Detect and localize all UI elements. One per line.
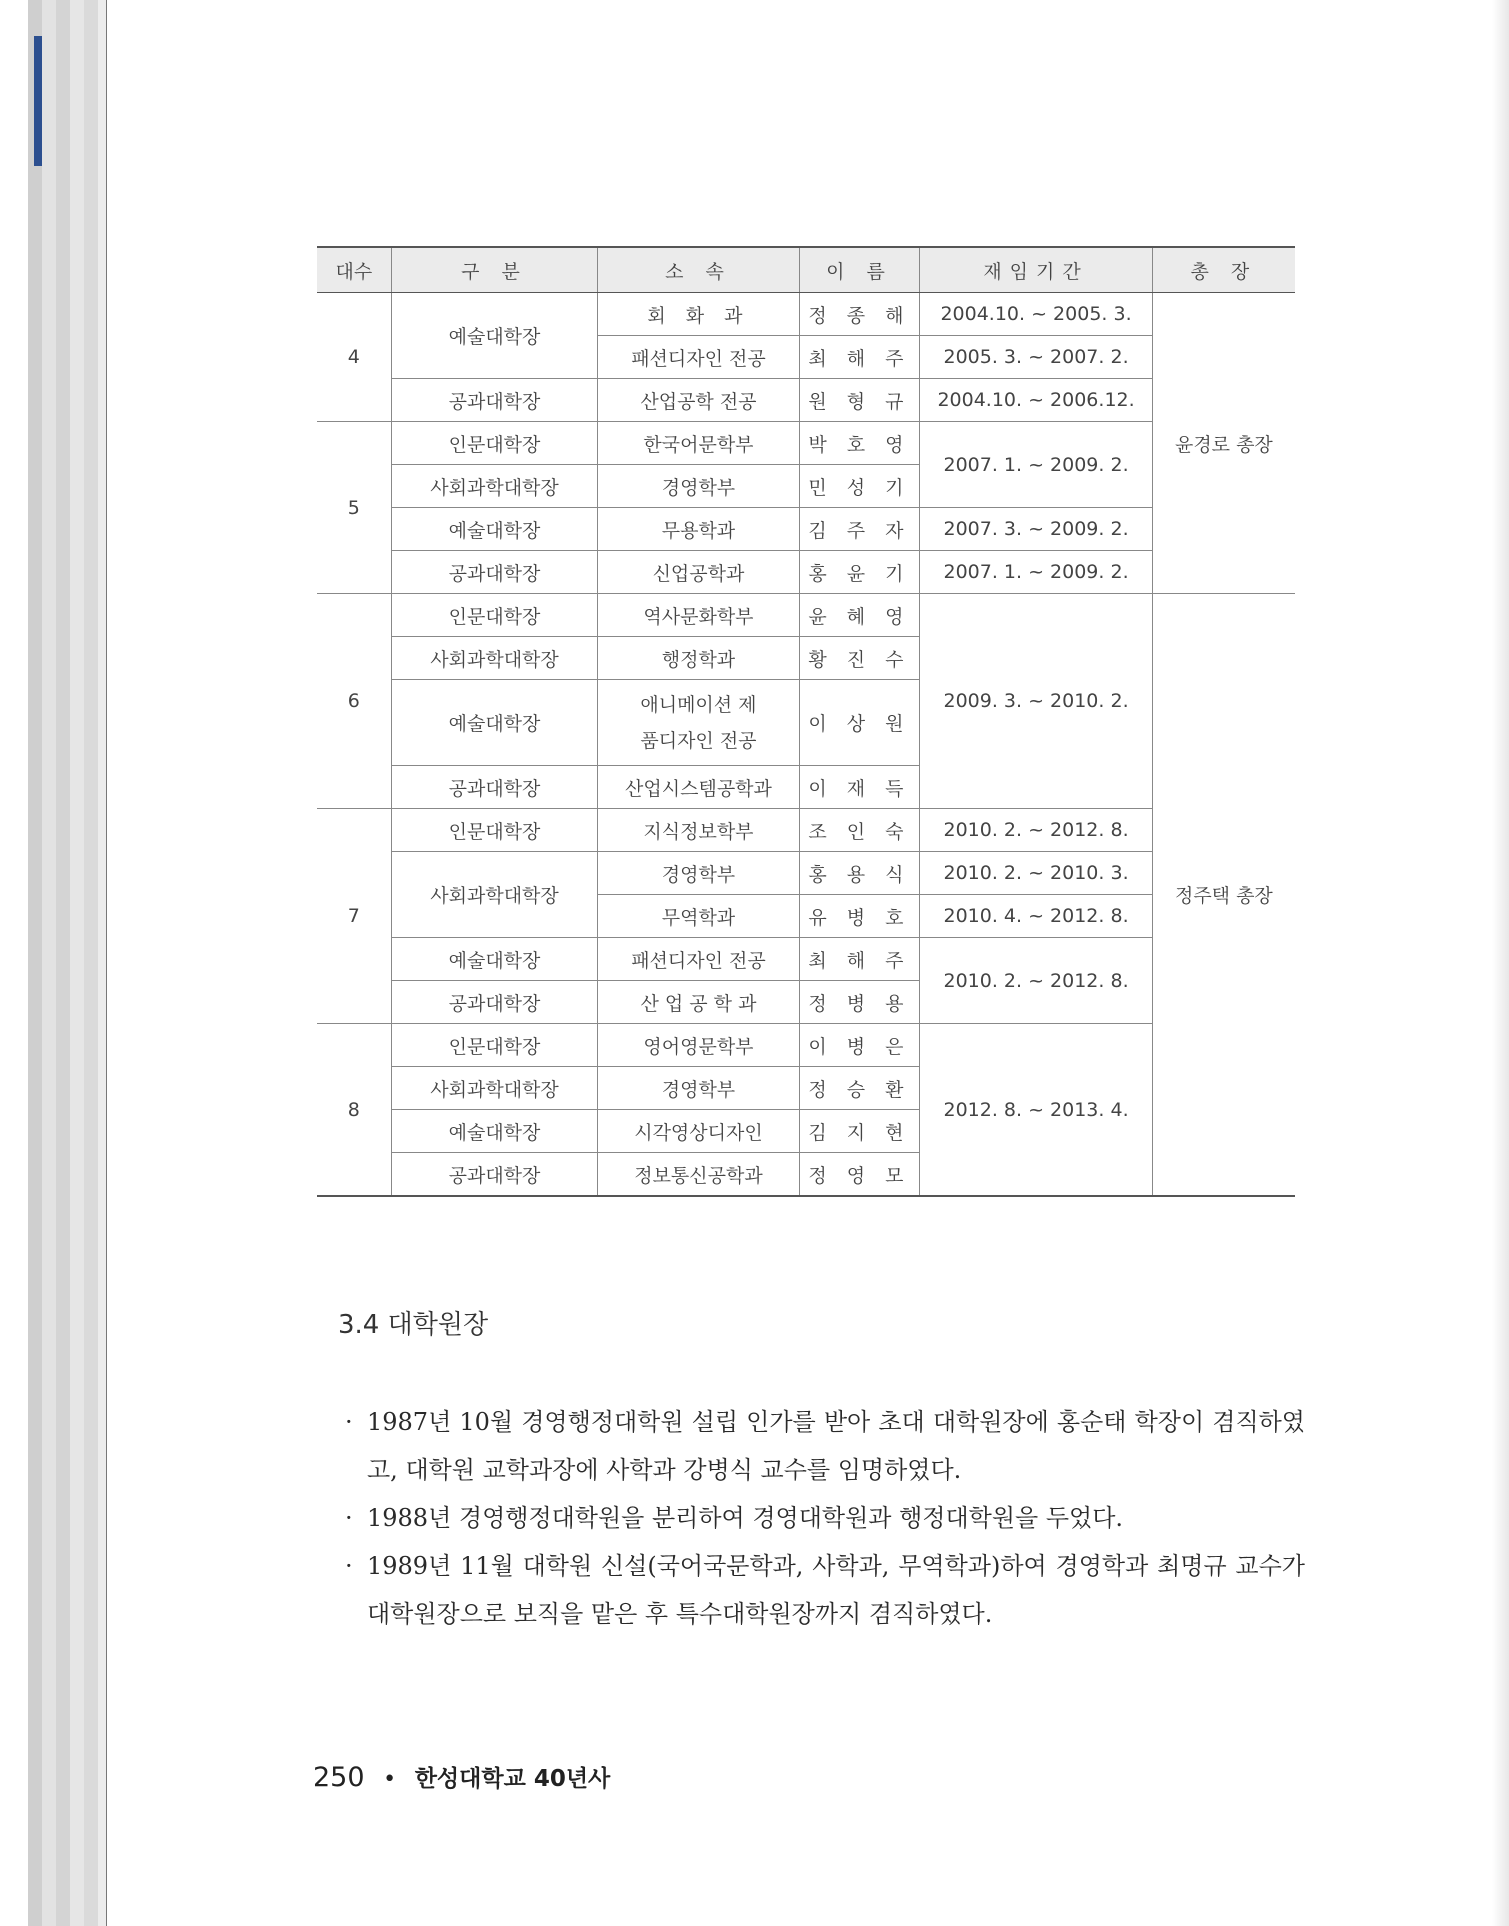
bullet-list	[345, 1398, 1305, 1638]
footer-separator: •	[383, 1767, 397, 1792]
page-shadow	[1492, 0, 1509, 1926]
department-cell: 산업시스템공학과	[598, 766, 799, 809]
division-cell: 사회과학대학장	[391, 852, 598, 938]
department-cell: 회 화 과	[598, 293, 799, 336]
department-cell: 영어영문학부	[598, 1024, 799, 1067]
bullet-item: · 1988년 경영행정대학원을 분리하여 경영대학원과 행정대학원을 두었다.	[345, 1494, 1305, 1542]
department-cell: 패션디자인 전공	[598, 938, 799, 981]
book-title: 한성대학교 40년사	[414, 1766, 611, 1792]
department-cell: 산업공학 전공	[598, 379, 799, 422]
period-cell: 2007. 1. ~ 2009. 2.	[920, 551, 1152, 594]
table-row	[317, 551, 1295, 594]
name-cell: 정 종 해	[799, 293, 920, 336]
table-header-row	[317, 247, 1295, 293]
department-cell: 산 업 공 학 과	[598, 981, 799, 1024]
name-cell: 박 호 영	[799, 422, 920, 465]
period-cell: 2010. 2. ~ 2012. 8.	[920, 809, 1152, 852]
term-cell: 5	[317, 422, 391, 594]
department-cell: 무역학과	[598, 895, 799, 938]
period-cell: 2004.10. ~ 2005. 3.	[920, 293, 1152, 336]
term-cell: 8	[317, 1024, 391, 1197]
table-row	[317, 594, 1295, 637]
division-cell: 예술대학장	[391, 293, 598, 379]
name-cell: 이 상 원	[799, 680, 920, 766]
page-edge	[28, 0, 43, 1926]
department-cell: 경영학부	[598, 1067, 799, 1110]
period-cell: 2012. 8. ~ 2013. 4.	[920, 1024, 1152, 1197]
table-row	[317, 938, 1295, 981]
department-cell: 패션디자인 전공	[598, 336, 799, 379]
name-cell: 유 병 호	[799, 895, 920, 938]
page-edge	[70, 0, 85, 1926]
period-cell: 2007. 1. ~ 2009. 2.	[920, 422, 1152, 508]
division-cell: 예술대학장	[391, 1110, 598, 1153]
page-footer	[313, 1760, 610, 1793]
period-cell: 2010. 2. ~ 2010. 3.	[920, 852, 1152, 895]
president-cell: 정주택 총장	[1152, 594, 1295, 1197]
page-edge	[42, 0, 57, 1926]
bullet-item: · 1989년 11월 대학원 신설(국어국문학과, 사학과, 무역학과)하여 경영학과 최명규 교수가 대학원장으로 보직을 맡은 후 특수대학원장까지 겸직하였다.	[345, 1542, 1305, 1638]
department-cell: 신업공학과	[598, 551, 799, 594]
division-cell: 인문대학장	[391, 1024, 598, 1067]
term-cell: 4	[317, 293, 391, 422]
period-cell: 2004.10. ~ 2006.12.	[920, 379, 1152, 422]
col-header: 재임기간	[920, 247, 1152, 293]
name-cell: 정 승 환	[799, 1067, 920, 1110]
name-cell: 황 진 수	[799, 637, 920, 680]
term-cell: 7	[317, 809, 391, 1024]
name-cell: 원 형 규	[799, 379, 920, 422]
department-cell: 한국어문학부	[598, 422, 799, 465]
division-cell: 인문대학장	[391, 594, 598, 637]
name-cell: 조 인 숙	[799, 809, 920, 852]
col-header: 총 장	[1152, 247, 1295, 293]
division-cell: 공과대학장	[391, 379, 598, 422]
department-cell: 경영학부	[598, 852, 799, 895]
period-cell: 2010. 4. ~ 2012. 8.	[920, 895, 1152, 938]
name-cell: 최 해 주	[799, 938, 920, 981]
division-cell: 공과대학장	[391, 1153, 598, 1197]
name-cell: 정 병 용	[799, 981, 920, 1024]
name-cell: 김 지 현	[799, 1110, 920, 1153]
table-row	[317, 379, 1295, 422]
department-cell: 시각영상디자인	[598, 1110, 799, 1153]
department-cell: 행정학과	[598, 637, 799, 680]
book-edge-stack	[28, 0, 108, 1926]
deans-table	[317, 246, 1295, 1197]
division-cell: 예술대학장	[391, 680, 598, 766]
bullet-item: · 1987년 10월 경영행정대학원 설립 인가를 받아 초대 대학원장에 홍순태 학장이 겸직하였고, 대학원 교학과장에 사학과 강병식 교수를 임명하였다.	[345, 1398, 1305, 1494]
table-row	[317, 422, 1295, 465]
division-cell: 사회과학대학장	[391, 637, 598, 680]
table-row	[317, 852, 1295, 895]
name-cell: 민 성 기	[799, 465, 920, 508]
department-cell: 역사문화학부	[598, 594, 799, 637]
department-cell: 애니메이션 제품디자인 전공	[598, 680, 799, 766]
name-cell: 홍 윤 기	[799, 551, 920, 594]
page-edge	[84, 0, 99, 1926]
name-cell: 윤 혜 영	[799, 594, 920, 637]
division-cell: 인문대학장	[391, 809, 598, 852]
table-row	[317, 1024, 1295, 1067]
department-cell: 경영학부	[598, 465, 799, 508]
division-cell: 사회과학대학장	[391, 465, 598, 508]
col-header: 소 속	[598, 247, 799, 293]
page-edge	[56, 0, 71, 1926]
division-cell: 사회과학대학장	[391, 1067, 598, 1110]
department-cell: 무용학과	[598, 508, 799, 551]
term-cell: 6	[317, 594, 391, 809]
table-row	[317, 508, 1295, 551]
president-cell: 윤경로 총장	[1152, 293, 1295, 594]
page-number: 250	[313, 1762, 365, 1793]
name-cell: 이 병 은	[799, 1024, 920, 1067]
division-cell: 예술대학장	[391, 938, 598, 981]
division-cell: 공과대학장	[391, 981, 598, 1024]
col-header: 이 름	[799, 247, 920, 293]
division-cell: 공과대학장	[391, 551, 598, 594]
name-cell: 정 영 모	[799, 1153, 920, 1197]
division-cell: 인문대학장	[391, 422, 598, 465]
bookmark-ribbon	[34, 36, 42, 166]
name-cell: 최 해 주	[799, 336, 920, 379]
department-cell: 정보통신공학과	[598, 1153, 799, 1197]
name-cell: 김 주 자	[799, 508, 920, 551]
name-cell: 홍 용 식	[799, 852, 920, 895]
col-header: 구 분	[391, 247, 598, 293]
period-cell: 2007. 3. ~ 2009. 2.	[920, 508, 1152, 551]
division-cell: 공과대학장	[391, 766, 598, 809]
table-row	[317, 809, 1295, 852]
period-cell: 2010. 2. ~ 2012. 8.	[920, 938, 1152, 1024]
col-header: 대수	[317, 247, 391, 293]
table-row	[317, 293, 1295, 336]
section-title: 3.4 대학원장	[338, 1310, 489, 1340]
period-cell: 2005. 3. ~ 2007. 2.	[920, 336, 1152, 379]
period-cell: 2009. 3. ~ 2010. 2.	[920, 594, 1152, 809]
department-cell: 지식정보학부	[598, 809, 799, 852]
name-cell: 이 재 득	[799, 766, 920, 809]
division-cell: 예술대학장	[391, 508, 598, 551]
